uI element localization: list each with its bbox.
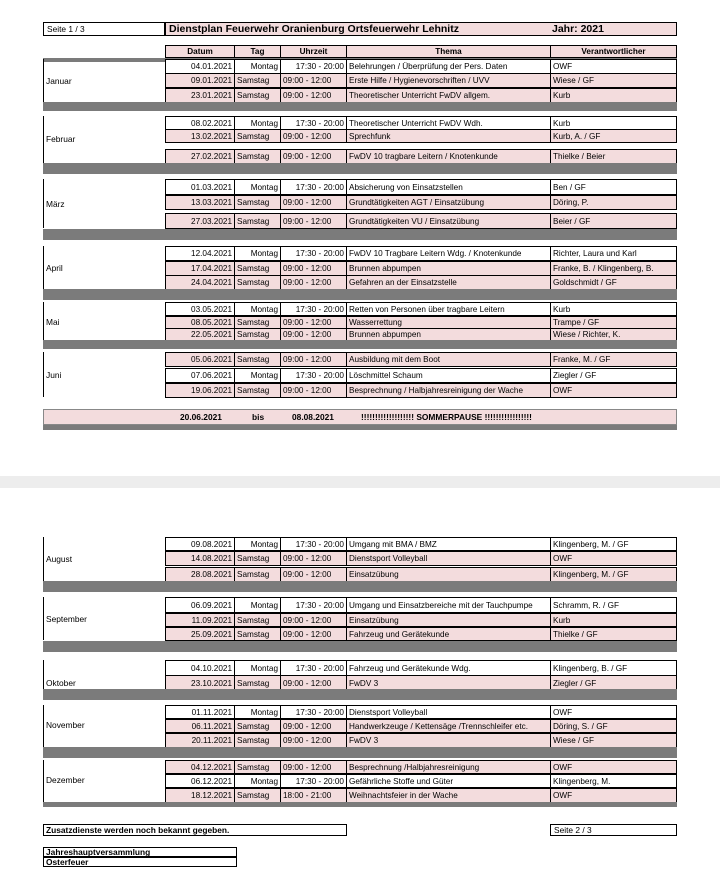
col-header-uhrzeit: Uhrzeit [280,45,347,58]
summer-break-end: 08.08.2021 [292,412,334,422]
row-responsible: Franke, B. / Klingenberg, B. [550,261,677,276]
row-time: 09:00 - 12:00 [280,328,347,341]
easter-fire: Osterfeuer [46,857,89,867]
row-responsible: Goldschmidt / GF [550,275,677,290]
row-responsible: OWF [550,59,677,74]
row-day: Samstag [234,383,281,398]
row-time: 09:00 - 12:00 [280,275,347,290]
row-responsible: Kurb [550,302,677,316]
row-time: 09:00 - 12:00 [280,261,347,276]
row-day: Samstag [234,760,281,774]
row-date: 11.09.2021 [165,613,235,627]
row-responsible: OWF [550,705,677,719]
row-responsible: OWF [550,760,677,774]
month-separator [43,102,677,111]
row-responsible: Wiese / GF [550,733,677,748]
row-day: Samstag [234,213,281,229]
row-time: 17:30 - 20:00 [280,537,347,551]
row-time: 09:00 - 12:00 [280,760,347,774]
row-day: Samstag [234,261,281,276]
row-date: 09.08.2021 [165,537,235,551]
month-label: November [46,720,85,730]
row-time: 09:00 - 12:00 [280,195,347,210]
row-day: Montag [234,537,281,551]
row-topic: FwDV 3 [346,733,551,748]
row-date: 08.05.2021 [165,316,235,329]
row-date: 08.02.2021 [165,116,235,130]
row-date: 24.04.2021 [165,275,235,290]
row-responsible: Ziegler / GF [550,368,677,383]
annual-meeting: Jahreshauptversammlung [46,847,151,857]
row-date: 06.09.2021 [165,597,235,613]
row-topic: Besprechnung /Halbjahresreinigung [346,760,551,774]
extra-duties-note: Zusatzdienste werden noch bekannt gegeben. [46,825,230,835]
row-date: 01.11.2021 [165,705,235,719]
row-topic: Sprechfunk [346,129,551,143]
row-topic: Grundtätigkeiten VU / Einsatzübung [346,213,551,229]
row-date: 23.01.2021 [165,88,235,103]
row-time: 17:30 - 20:00 [280,705,347,719]
row-topic: Grundtätigkeiten AGT / Einsatzübung [346,195,551,210]
row-day: Samstag [234,627,281,641]
row-topic: Absicherung von Einsatzstellen [346,179,551,195]
row-responsible: Trampe / GF [550,316,677,329]
row-responsible: Schramm, R. / GF [550,597,677,613]
row-topic: FwDV 3 [346,675,551,691]
row-topic: Retten von Personen über tragbare Leitern [346,302,551,316]
row-time: 09:00 - 12:00 [280,88,347,103]
row-day: Montag [234,246,281,261]
row-day: Montag [234,59,281,74]
row-topic: Handwerkzeuge / Kettensäge /Trennschleifer etc. [346,719,551,733]
row-time: 17:30 - 20:00 [280,660,347,676]
row-responsible: Klingenberg, B. / GF [550,660,677,676]
row-responsible: OWF [550,551,677,566]
row-day: Samstag [234,567,281,582]
row-date: 19.06.2021 [165,383,235,398]
row-time: 09:00 - 12:00 [280,551,347,566]
row-date: 05.06.2021 [165,352,235,367]
row-responsible: Kurb [550,116,677,130]
row-date: 06.11.2021 [165,719,235,733]
page-number-2: Seite 2 / 3 [554,825,592,835]
row-time: 09:00 - 12:00 [280,352,347,367]
year-label: Jahr: 2021 [552,23,604,35]
col-header-thema: Thema [346,45,551,58]
row-responsible: Klingenberg, M. / GF [550,567,677,582]
page-divider [0,476,720,488]
row-time: 09:00 - 12:00 [280,316,347,329]
row-topic: Fahrzeug und Gerätekunde Wdg. [346,660,551,676]
row-date: 14.08.2021 [165,551,235,566]
row-topic: Brunnen abpumpen [346,261,551,276]
month-separator [43,641,677,652]
row-time: 17:30 - 20:00 [280,179,347,195]
row-responsible: Ziegler / GF [550,675,677,691]
row-day: Montag [234,179,281,195]
month-label: Juni [46,370,62,380]
row-day: Montag [234,302,281,316]
row-topic: Gefahren an der Einsatzstelle [346,275,551,290]
row-topic: Einsatzübung [346,613,551,627]
row-time: 17:30 - 20:00 [280,774,347,788]
row-day: Samstag [234,88,281,103]
summer-break-bis: bis [252,412,265,422]
row-date: 25.09.2021 [165,627,235,641]
col-header-datum: Datum [165,45,235,58]
row-time: 09:00 - 12:00 [280,383,347,398]
row-day: Samstag [234,719,281,733]
row-time: 09:00 - 12:00 [280,213,347,229]
row-date: 22.05.2021 [165,328,235,341]
row-date: 12.04.2021 [165,246,235,261]
row-date: 17.04.2021 [165,261,235,276]
row-time: 09:00 - 12:00 [280,149,347,164]
row-responsible: Kurb, A. / GF [550,129,677,143]
row-responsible: OWF [550,788,677,803]
row-responsible: Thielke / GF [550,627,677,641]
row-time: 09:00 - 12:00 [280,129,347,143]
month-separator [43,340,677,349]
row-responsible: OWF [550,383,677,398]
month-separator [43,802,677,807]
month-label: Dezember [46,775,85,785]
row-time: 18:00 - 21:00 [280,788,347,803]
row-date: 04.10.2021 [165,660,235,676]
month-label: August [46,554,73,564]
row-day: Samstag [234,129,281,143]
row-date: 18.12.2021 [165,788,235,803]
row-date: 13.03.2021 [165,195,235,210]
row-responsible: Kurb [550,613,677,627]
row-date: 27.03.2021 [165,213,235,229]
row-day: Montag [234,116,281,130]
row-time: 09:00 - 12:00 [280,613,347,627]
row-day: Samstag [234,316,281,329]
row-topic: Brunnen abpumpen [346,328,551,341]
month-label: Februar [46,134,76,144]
row-time: 17:30 - 20:00 [280,368,347,383]
row-responsible: Beier / GF [550,213,677,229]
summer-break-text: !!!!!!!!!!!!!!!!!!! SOMMERPAUSE !!!!!!!!!!!!!!!!! [361,412,532,422]
month-label: März [46,199,65,209]
row-responsible: Thielke / Beier [550,149,677,164]
month-separator [43,689,677,700]
row-day: Samstag [234,149,281,164]
row-topic: Dienstsport Volleyball [346,551,551,566]
row-responsible: Döring, S. / GF [550,719,677,733]
row-date: 04.01.2021 [165,59,235,74]
row-topic: Weihnachtsfeier in der Wache [346,788,551,803]
month-label: Mai [46,317,60,327]
row-date: 07.06.2021 [165,368,235,383]
row-topic: Einsatzübung [346,567,551,582]
month-label: Oktober [46,678,76,688]
row-date: 06.12.2021 [165,774,235,788]
month-label: September [46,614,87,624]
row-date: 13.02.2021 [165,129,235,143]
row-topic: Umgang und Einsatzbereiche mit der Tauchpumpe [346,597,551,613]
row-day: Montag [234,774,281,788]
row-time: 17:30 - 20:00 [280,597,347,613]
row-topic: Löschmittel Schaum [346,368,551,383]
month-separator [43,163,677,174]
row-time: 09:00 - 12:00 [280,73,347,88]
month-label-cell [43,302,165,340]
summer-break-row [43,409,677,425]
row-topic: Wasserrettung [346,316,551,329]
row-responsible: Richter, Laura und Karl [550,246,677,261]
row-topic: Theoretischer Unterricht FwDV Wdh. [346,116,551,130]
row-topic: Belehrungen / Überprüfung der Pers. Daten [346,59,551,74]
row-day: Samstag [234,551,281,566]
row-time: 17:30 - 20:00 [280,116,347,130]
row-responsible: Ben / GF [550,179,677,195]
row-day: Montag [234,597,281,613]
row-date: 20.11.2021 [165,733,235,748]
row-date: 27.02.2021 [165,149,235,164]
row-topic: Dienstsport Volleyball [346,705,551,719]
month-label: April [46,263,63,273]
row-responsible: Klingenberg, M. [550,774,677,788]
month-separator [43,289,677,300]
row-responsible: Klingenberg, M. / GF [550,537,677,551]
row-topic: Gefährliche Stoffe und Güter [346,774,551,788]
row-day: Samstag [234,195,281,210]
row-responsible: Wiese / GF [550,73,677,88]
row-time: 09:00 - 12:00 [280,719,347,733]
row-responsible: Franke, M. / GF [550,352,677,367]
row-responsible: Wiese / Richter, K. [550,328,677,341]
row-date: 09.01.2021 [165,73,235,88]
row-date: 28.08.2021 [165,567,235,582]
row-day: Samstag [234,788,281,803]
summer-break-start: 20.06.2021 [180,412,222,422]
row-responsible: Döring, P. [550,195,677,210]
month-label: Januar [46,76,72,86]
row-date: 23.10.2021 [165,675,235,691]
separator-bar [43,425,677,430]
row-day: Montag [234,705,281,719]
row-time: 17:30 - 20:00 [280,246,347,261]
row-day: Samstag [234,275,281,290]
page-title: Dienstplan Feuerwehr Oranienburg Ortsfeuerwehr Lehnitz [169,23,459,35]
row-topic: FwDV 10 tragbare Leitern / Knotenkunde [346,149,551,164]
row-date: 04.12.2021 [165,760,235,774]
row-topic: FwDV 10 Tragbare Leitern Wdg. / Knotenkunde [346,246,551,261]
page-number: Seite 1 / 3 [47,24,85,34]
row-day: Samstag [234,675,281,691]
row-time: 17:30 - 20:00 [280,302,347,316]
row-day: Samstag [234,733,281,748]
row-day: Montag [234,660,281,676]
month-separator [43,581,677,592]
row-date: 01.03.2021 [165,179,235,195]
row-day: Samstag [234,352,281,367]
row-time: 09:00 - 12:00 [280,675,347,691]
row-topic: Umgang mit BMA / BMZ [346,537,551,551]
row-day: Samstag [234,613,281,627]
col-header-verantwortlicher: Verantwortlicher [550,45,677,58]
row-day: Samstag [234,328,281,341]
col-header-tag: Tag [234,45,281,58]
row-topic: Besprechnung / Halbjahresreinigung der Wache [346,383,551,398]
row-date: 03.05.2021 [165,302,235,316]
month-separator [43,229,677,240]
row-topic: Fahrzeug und Gerätekunde [346,627,551,641]
row-topic: Theoretischer Unterricht FwDV allgem. [346,88,551,103]
row-topic: Ausbildung mit dem Boot [346,352,551,367]
row-time: 09:00 - 12:00 [280,627,347,641]
row-time: 09:00 - 12:00 [280,567,347,582]
month-separator [43,747,677,758]
row-time: 17:30 - 20:00 [280,59,347,74]
row-topic: Erste Hilfe / Hygienevorschriften / UVV [346,73,551,88]
row-day: Montag [234,368,281,383]
row-time: 09:00 - 12:00 [280,733,347,748]
row-day: Samstag [234,73,281,88]
row-responsible: Kurb [550,88,677,103]
